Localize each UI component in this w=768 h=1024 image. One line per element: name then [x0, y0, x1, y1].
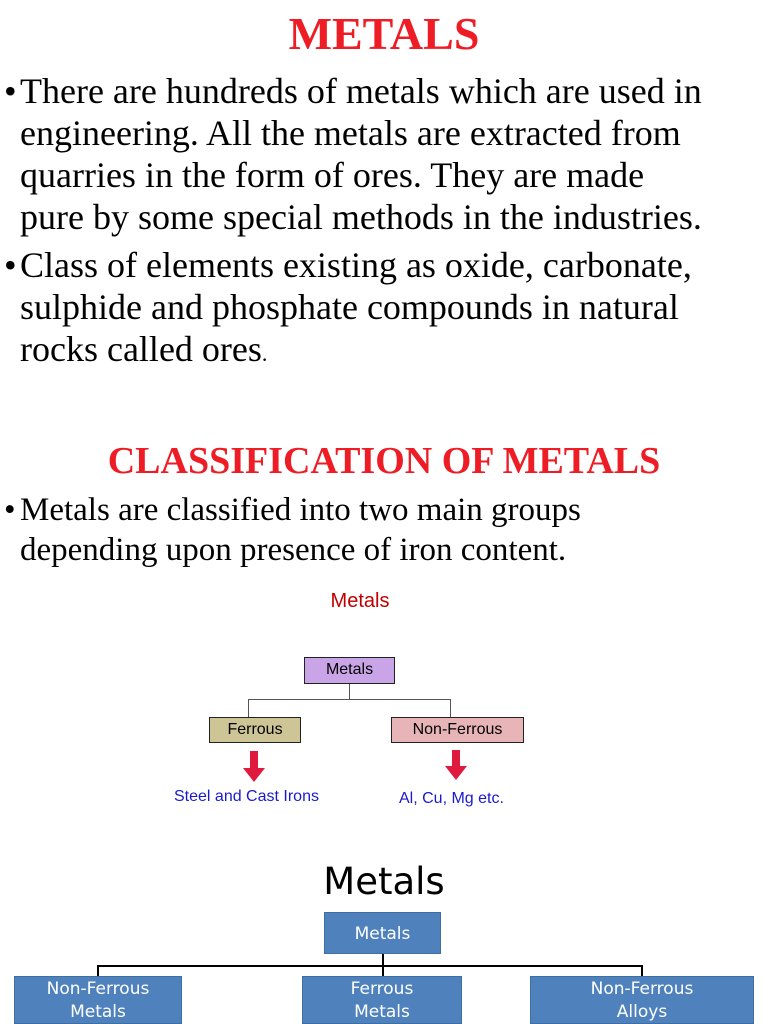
bullet-text-wrap [20, 244, 764, 375]
bullet-mark: • [4, 492, 16, 528]
page-title: METALS [288, 8, 480, 59]
non-ferrous-node: Non-Ferrous [391, 717, 524, 743]
bullet-mark: • [4, 71, 17, 111]
bullet-text: Class of elements existing as oxide, carbonate, sulphide and phosphate compounds in natural rocks called ores [20, 245, 692, 369]
node-line: Non-Ferrous [590, 979, 694, 999]
bullet-item [4, 244, 764, 375]
bullet-text: Metals are classified into two main groups depending upon presence of iron content. [20, 492, 581, 568]
connector-line [97, 965, 99, 976]
connector-line [248, 699, 450, 700]
ferrous-metals-node [302, 976, 462, 1024]
connector-line [248, 699, 249, 717]
ferrous-examples: Steel and Cast Irons [174, 788, 319, 805]
node-line: Alloys [616, 1002, 668, 1022]
bullet-text: There are hundreds of metals which are used in engineering. All the metals are extracted from quarries in the form of ores. They are made pure by some special methods in the industries. [20, 71, 702, 237]
bullet-item [4, 70, 764, 238]
non-ferrous-alloys-node [530, 976, 754, 1024]
node-line: Ferrous [350, 979, 414, 999]
diagram-title: Metals [323, 860, 445, 903]
connector-line [97, 965, 643, 967]
non-ferrous-metals-node [14, 976, 182, 1024]
connector-line [641, 965, 643, 976]
connector-line [382, 965, 384, 976]
ferrous-node: Ferrous [209, 717, 301, 743]
bullet-item [4, 490, 764, 570]
root-node: Metals [324, 912, 441, 954]
bullet-mark: • [4, 245, 17, 285]
node-line: Metals [354, 1002, 410, 1022]
connector-line [450, 699, 451, 717]
node-line: Metals [70, 1002, 126, 1022]
non-ferrous-examples: Al, Cu, Mg etc. [399, 790, 504, 807]
section-heading: CLASSIFICATION OF METALS [107, 440, 661, 482]
diagram-title: Metals [330, 590, 390, 612]
root-node: Metals [304, 657, 395, 684]
node-line: Non-Ferrous [46, 979, 150, 999]
connector-line [349, 684, 350, 699]
bullet-period: . [261, 341, 268, 366]
